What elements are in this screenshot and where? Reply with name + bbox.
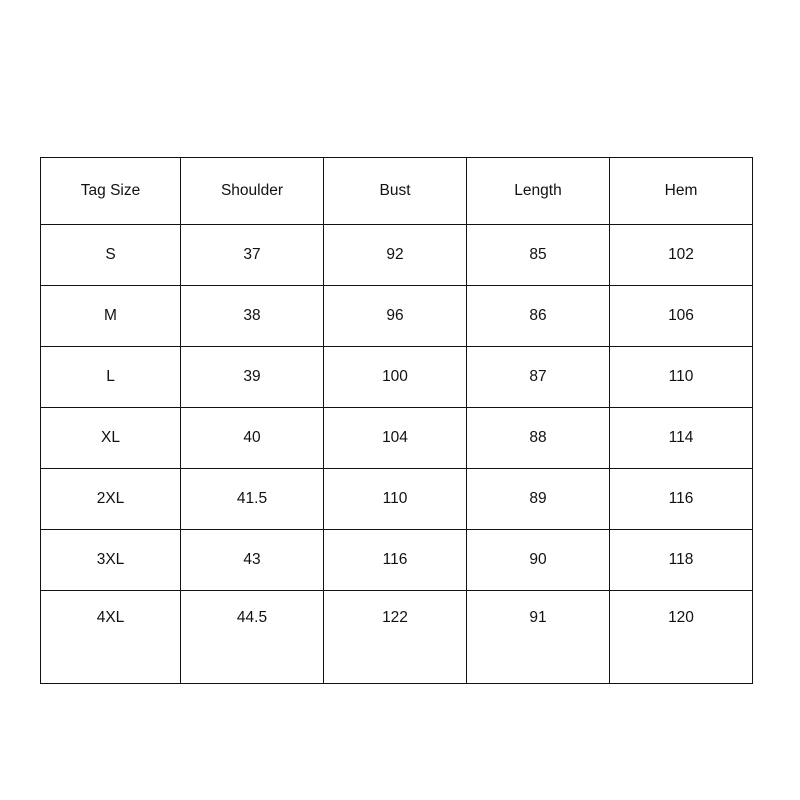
cell-bust: 100 <box>324 347 467 408</box>
cell-length: 90 <box>467 530 610 591</box>
column-header-bust: Bust <box>324 158 467 225</box>
cell-bust: 110 <box>324 469 467 530</box>
cell-hem: 110 <box>610 347 753 408</box>
cell-length: 91 <box>467 591 610 684</box>
cell-hem: 116 <box>610 469 753 530</box>
cell-shoulder: 40 <box>181 408 324 469</box>
size-chart-container <box>40 157 752 684</box>
cell-length: 86 <box>467 286 610 347</box>
cell-shoulder: 37 <box>181 225 324 286</box>
cell-hem: 114 <box>610 408 753 469</box>
column-header-length: Length <box>467 158 610 225</box>
cell-length: 89 <box>467 469 610 530</box>
cell-bust: 92 <box>324 225 467 286</box>
column-header-tag-size: Tag Size <box>41 158 181 225</box>
cell-tag-size: M <box>41 286 181 347</box>
cell-hem: 106 <box>610 286 753 347</box>
column-header-shoulder: Shoulder <box>181 158 324 225</box>
cell-shoulder: 41.5 <box>181 469 324 530</box>
table-row <box>41 469 753 530</box>
cell-tag-size: XL <box>41 408 181 469</box>
cell-tag-size: S <box>41 225 181 286</box>
size-chart-table <box>40 157 753 684</box>
table-header <box>41 158 753 225</box>
table-row <box>41 408 753 469</box>
table-row <box>41 225 753 286</box>
cell-tag-size: 2XL <box>41 469 181 530</box>
cell-shoulder: 43 <box>181 530 324 591</box>
column-header-hem: Hem <box>610 158 753 225</box>
cell-shoulder: 44.5 <box>181 591 324 684</box>
table-row <box>41 591 753 684</box>
cell-bust: 122 <box>324 591 467 684</box>
cell-hem: 102 <box>610 225 753 286</box>
cell-tag-size: L <box>41 347 181 408</box>
table-row <box>41 530 753 591</box>
table-row <box>41 347 753 408</box>
cell-shoulder: 39 <box>181 347 324 408</box>
cell-bust: 96 <box>324 286 467 347</box>
cell-hem: 118 <box>610 530 753 591</box>
table-header-row <box>41 158 753 225</box>
cell-tag-size: 3XL <box>41 530 181 591</box>
table-row <box>41 286 753 347</box>
cell-length: 87 <box>467 347 610 408</box>
cell-hem: 120 <box>610 591 753 684</box>
cell-bust: 104 <box>324 408 467 469</box>
cell-length: 88 <box>467 408 610 469</box>
cell-tag-size: 4XL <box>41 591 181 684</box>
cell-length: 85 <box>467 225 610 286</box>
table-body <box>41 225 753 684</box>
cell-shoulder: 38 <box>181 286 324 347</box>
cell-bust: 116 <box>324 530 467 591</box>
